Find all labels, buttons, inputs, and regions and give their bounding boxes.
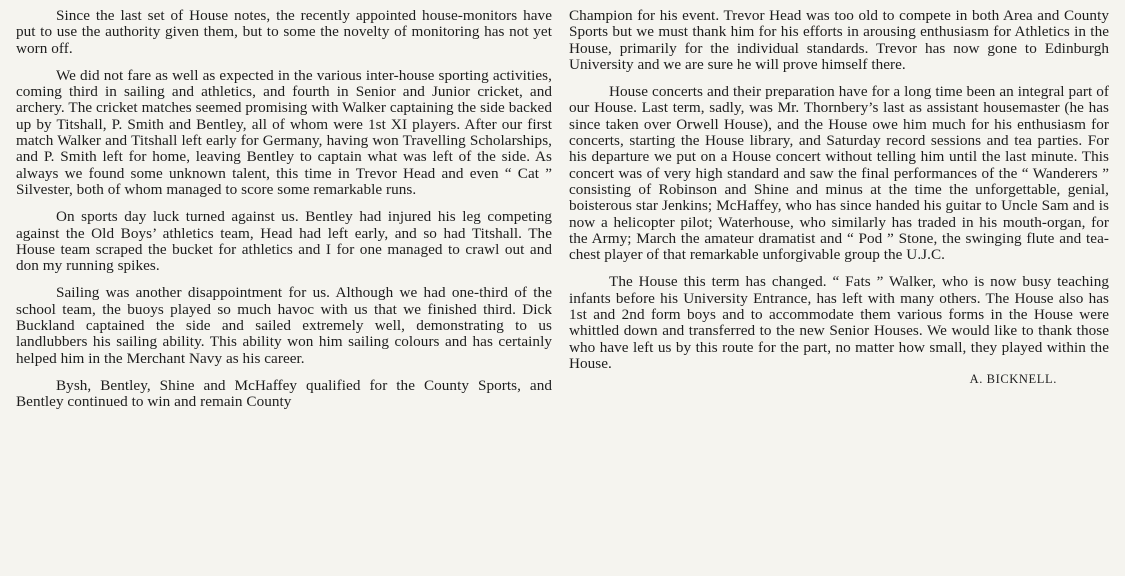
paragraph-sailing: Sailing was another disappointment for us. Although we had one-third of the school team, the buoys played so much havoc with us that we finished third. Dick Buckland captained the side and sailed extremely well, demonstrating to us landlubbers his sailing ability. This ability won him sailing colours and has certainly helped him in the Merchant Navy as his career.: [16, 284, 552, 367]
paragraph-county-sports-continued: Champion for his event. Trevor Head was too old to compete in both Area and County Sports but we must thank him for his efforts in arousing enthusiasm for Athletics in the House, primarily for the individual standards. Trevor has now gone to Edinburgh University and we are sure he will prove himself there.: [569, 7, 1109, 73]
right-column: [569, 8, 1109, 386]
left-column: [16, 8, 552, 411]
paragraph-inter-house-sports: We did not fare as well as expected in the various inter-house sporting activities, coming third in sailing and athletics, and fourth in Senior and Junior cricket, and archery. The cricket matches seemed promising with Walker captaining the side backed up by Titshall, P. Smith and Bentley, all of whom were 1st XI players. After our first match Walker and Titshall left early for Germany, having won Travelling Scholarships, and P. Smith left for home, leaving Bentley to captain what was left of the side. As always we found some unknown talent, this time in Trevor Head and even “ Cat ” Silvester, both of whom managed to score some remarkable runs.: [16, 66, 552, 198]
paragraph-sports-day: On sports day luck turned against us. Bentley had injured his leg competing against the Old Boys’ athletics team, Head had left early, and so had Titshall. The House team scraped the bucket for athletics and I for one managed to crawl out and don my running spikes.: [16, 208, 552, 275]
paragraph-house-monitors: Since the last set of House notes, the recently appointed house-monitors have put to use the authority given them, but to some the novelty of monitoring has not yet worn off.: [16, 7, 552, 57]
paragraph-house-changes: The House this term has changed. “ Fats ” Walker, who is now busy teaching infants before his University Entrance, has left with many others. The House also has 1st and 2nd form boys and to accommodate them various forms in the House were whittled down and transferred to the new Senior Houses. We would like to thank those who have left us by this route for the part, no matter how small, they played within the House.: [569, 273, 1109, 372]
paragraph-county-sports: Bysh, Bentley, Shine and McHaffey qualified for the County Sports, and Bentley continued to win and remain County: [16, 376, 552, 411]
paragraph-house-concerts: House concerts and their preparation have for a long time been an integral part of our House. Last term, sadly, was Mr. Thornbery’s last as assistant housemaster (he has since taken over Orwell House), and the House owe him much for his enthusiasm for concerts, starting the House library, and Saturday record sessions and tea parties. For his departure we put on a House concert without telling him until the last minute. This concert was of very high standard and saw the final performances of the “ Wanderers ” consisting of Robinson and Shine and minus at the time the unforgettable, genial, boisterous star Jenkins; McHaffey, who has since handed his guitar to Uncle Sam and is now a helicopter pilot; Waterhouse, who similarly has traded in his mouth-organ, for the Army; March the amateur dramatist and “ Pod ” Stone, the swinging flute and tea-chest player of that remarkable unforgivable group the U.J.C.: [569, 83, 1109, 264]
author-signature: A. BICKNELL.: [969, 372, 1057, 387]
